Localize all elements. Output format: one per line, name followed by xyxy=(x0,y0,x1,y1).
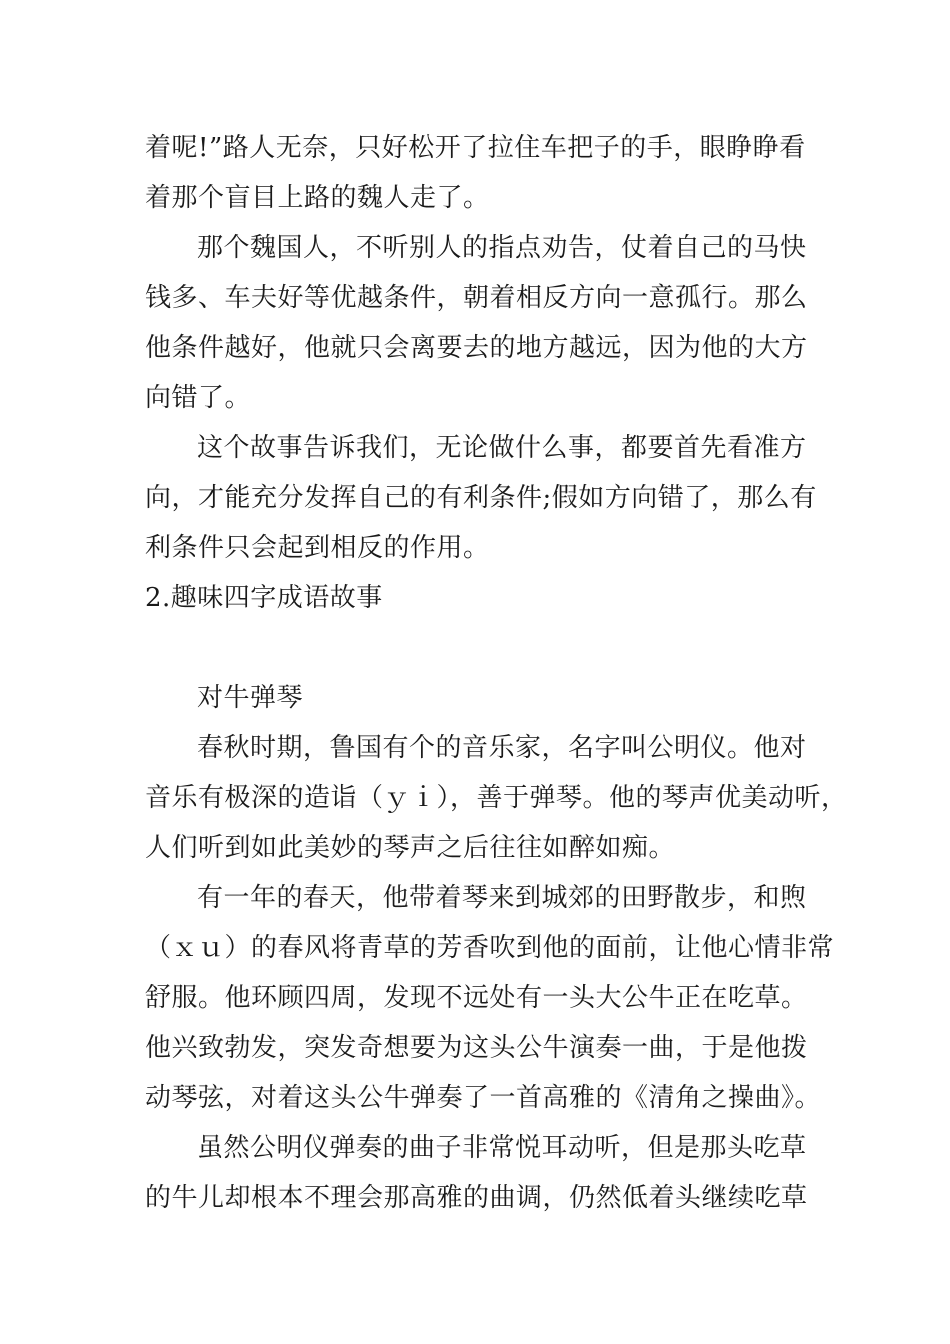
paragraph-line: 向错了。 xyxy=(145,383,252,413)
paragraph-line: 着呢!”路人无奈，只好松开了拉住车把子的手，眼睁睁看 xyxy=(145,133,806,163)
paragraph-line: 动琴弦，对着这头公牛弹奏了一首高雅的《清角之操曲》。 xyxy=(145,1083,822,1113)
paragraph-line: 人们听到如此美妙的琴声之后往往如醉如痴。 xyxy=(145,833,676,863)
paragraph-line: 利条件只会起到相反的作用。 xyxy=(145,533,490,563)
paragraph-line: 向，才能充分发挥自己的有利条件;假如方向错了，那么有 xyxy=(145,483,817,513)
paragraph-line: 舒服。他环顾四周，发现不远处有一头大公牛正在吃草。 xyxy=(145,983,808,1013)
paragraph-line: 着那个盲目上路的魏人走了。 xyxy=(145,183,490,213)
paragraph-line: 钱多、车夫好等优越条件，朝着相反方向一意孤行。那么 xyxy=(145,283,808,313)
paragraph-line: 他兴致勃发，突发奇想要为这头公牛演奏一曲，于是他拨 xyxy=(145,1033,808,1063)
paragraph-line: 有一年的春天，他带着琴来到城郊的田野散步，和煦 xyxy=(197,883,807,913)
paragraph-line: 那个魏国人，不听别人的指点劝告，仗着自己的马快 xyxy=(197,233,807,263)
story-title: 对牛弹琴 xyxy=(197,683,304,713)
paragraph-line: 虽然公明仪弹奏的曲子非常悦耳动听，但是那头吃草 xyxy=(197,1133,807,1163)
paragraph-line: （ｘｕ）的春风将青草的芳香吹到他的面前，让他心情非常 xyxy=(145,933,835,963)
paragraph-line: 音乐有极深的造诣（ｙｉ），善于弹琴。他的琴声优美动听， xyxy=(145,783,848,813)
paragraph-line: 春秋时期，鲁国有个的音乐家，名字叫公明仪。他对 xyxy=(197,733,807,763)
paragraph-line: 的牛儿却根本不理会那高雅的曲调，仍然低着头继续吃草 xyxy=(145,1183,808,1213)
paragraph-line: 他条件越好，他就只会离要去的地方越远，因为他的大方 xyxy=(145,333,808,363)
paragraph-line: 这个故事告诉我们，无论做什么事，都要首先看准方 xyxy=(197,433,807,463)
section-heading: 2.趣味四字成语故事 xyxy=(145,583,383,613)
